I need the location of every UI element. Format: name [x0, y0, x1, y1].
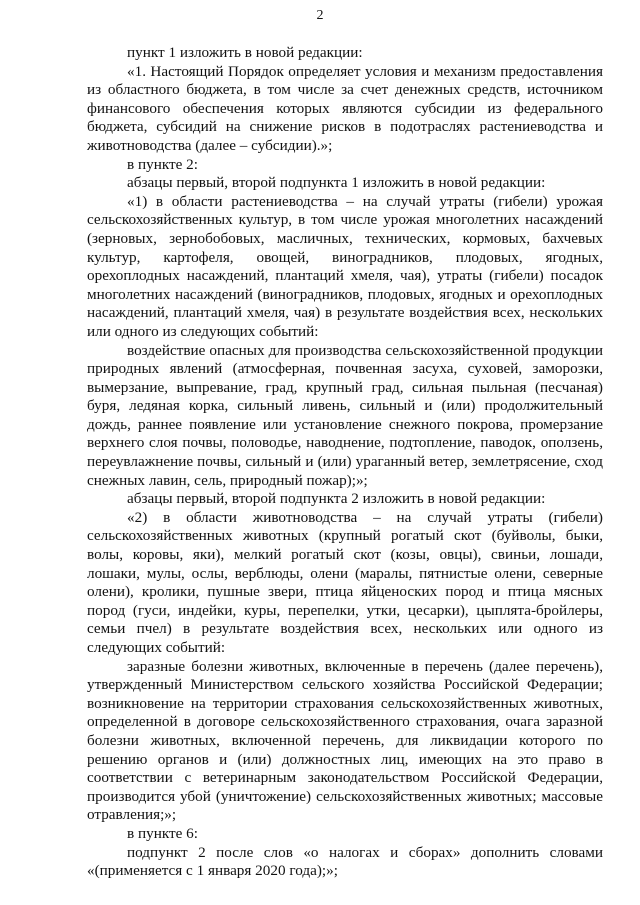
paragraph-animal-diseases: заразные болезни животных, включенные в перечень (далее перечень), утвержденный Министерством сельского хозяйства Российской Федерации; возникновение на территории страхования сельскохозяйственных животных, определенной в договоре сельскохозяйственного страхования, очага заразной болезни животных, включенной перечень, для ликвидации которого по решению органов и (или) должностных лиц, имеющих на это право в соответствии с ветеринарным законодательством Российской Федерации, производится убой (уничтожение) сельскохозяйственных животных; массовые отравления;»; — [87, 657, 603, 824]
page-number: 2 — [316, 8, 324, 23]
paragraph-crop-production: «1) в области растениеводства – на случай утраты (гибели) урожая сельскохозяйственных культур, в том числе урожая многолетних насаждений (зерновых, зернобобовых, масличных, технических, кормовых, бахчевых культур, картофеля, овощей, виноградников, плодовых, ягодных, орехоплодных насаждений, плантаций хмеля, чая), утраты (гибели) посадок многолетних насаждений (виноградников, плодовых, ягодных и орехоплодных насаждений, плантаций хмеля, чая) в результате воздействия всех, нескольких или одного из следующих событий: — [87, 192, 603, 340]
document-body — [87, 44, 603, 881]
paragraph-point-1-intro: пункт 1 изложить в новой редакции: — [127, 44, 363, 61]
paragraph-subpoint-1-intro: абзацы первый, второй подпункта 1 изложить в новой редакции: — [127, 174, 546, 192]
paragraph-natural-hazards: воздействие опасных для производства сельскохозяйственной продукции природных явлений (атмосферная, почвенная засуха, суховей, заморозки, вымерзание, выпревание, град, крупный град, сильная пыльная (песчаная) буря, ледяная корка, сильный ливень, сильный и (или) продолжительный дождь, раннее появление или установление снежного покрова, промерзание верхнего слоя почвы, половодье, наводнение, подтопление, паводок, оползень, переувлажнение почвы, сильный и (или) ураганный ветер, землетрясение, сход снежных лавин, сель, природный пожар);»; — [87, 341, 603, 489]
paragraph-point-6-intro: в пункте 6: — [127, 824, 198, 842]
paragraph-subpoint-2-intro: абзацы первый, второй подпункта 2 изложить в новой редакции: — [127, 490, 546, 508]
paragraph-point-2-intro: в пункте 2: — [127, 155, 198, 173]
paragraph-point-6-text: подпункт 2 после слов «о налогах и сборах» дополнить словами «(применяется с 1 января 2020 года);»; — [87, 843, 603, 880]
paragraph-livestock: «2) в области животноводства – на случай утраты (гибели) сельскохозяйственных животных (крупный рогатый скот (буйволы, быки, волы, коровы, яки), мелкий рогатый скот (козы, овцы), свиньи, лошади, лошаки, мулы, ослы, верблюды, олени (маралы, пятнистые олени, северные олени), кролики, пушные звери, птица яйценоских пород и птица мясных пород (гуси, индейки, куры, перепелки, утки, цесарки), цыплята-бройлеры, семьи пчел) в результате воздействия всех, нескольких или одного из следующих событий: — [87, 508, 603, 656]
paragraph-point-1-text: «1. Настоящий Порядок определяет условия и механизм предоставления из областного бюджета, в том числе за счет денежных средств, источником финансового обеспечения которых являются субсидии из федерального бюджета, субсидий на снижение рисков в подотраслях растениеводства и животноводства (далее – субсидии).»; — [87, 62, 603, 154]
